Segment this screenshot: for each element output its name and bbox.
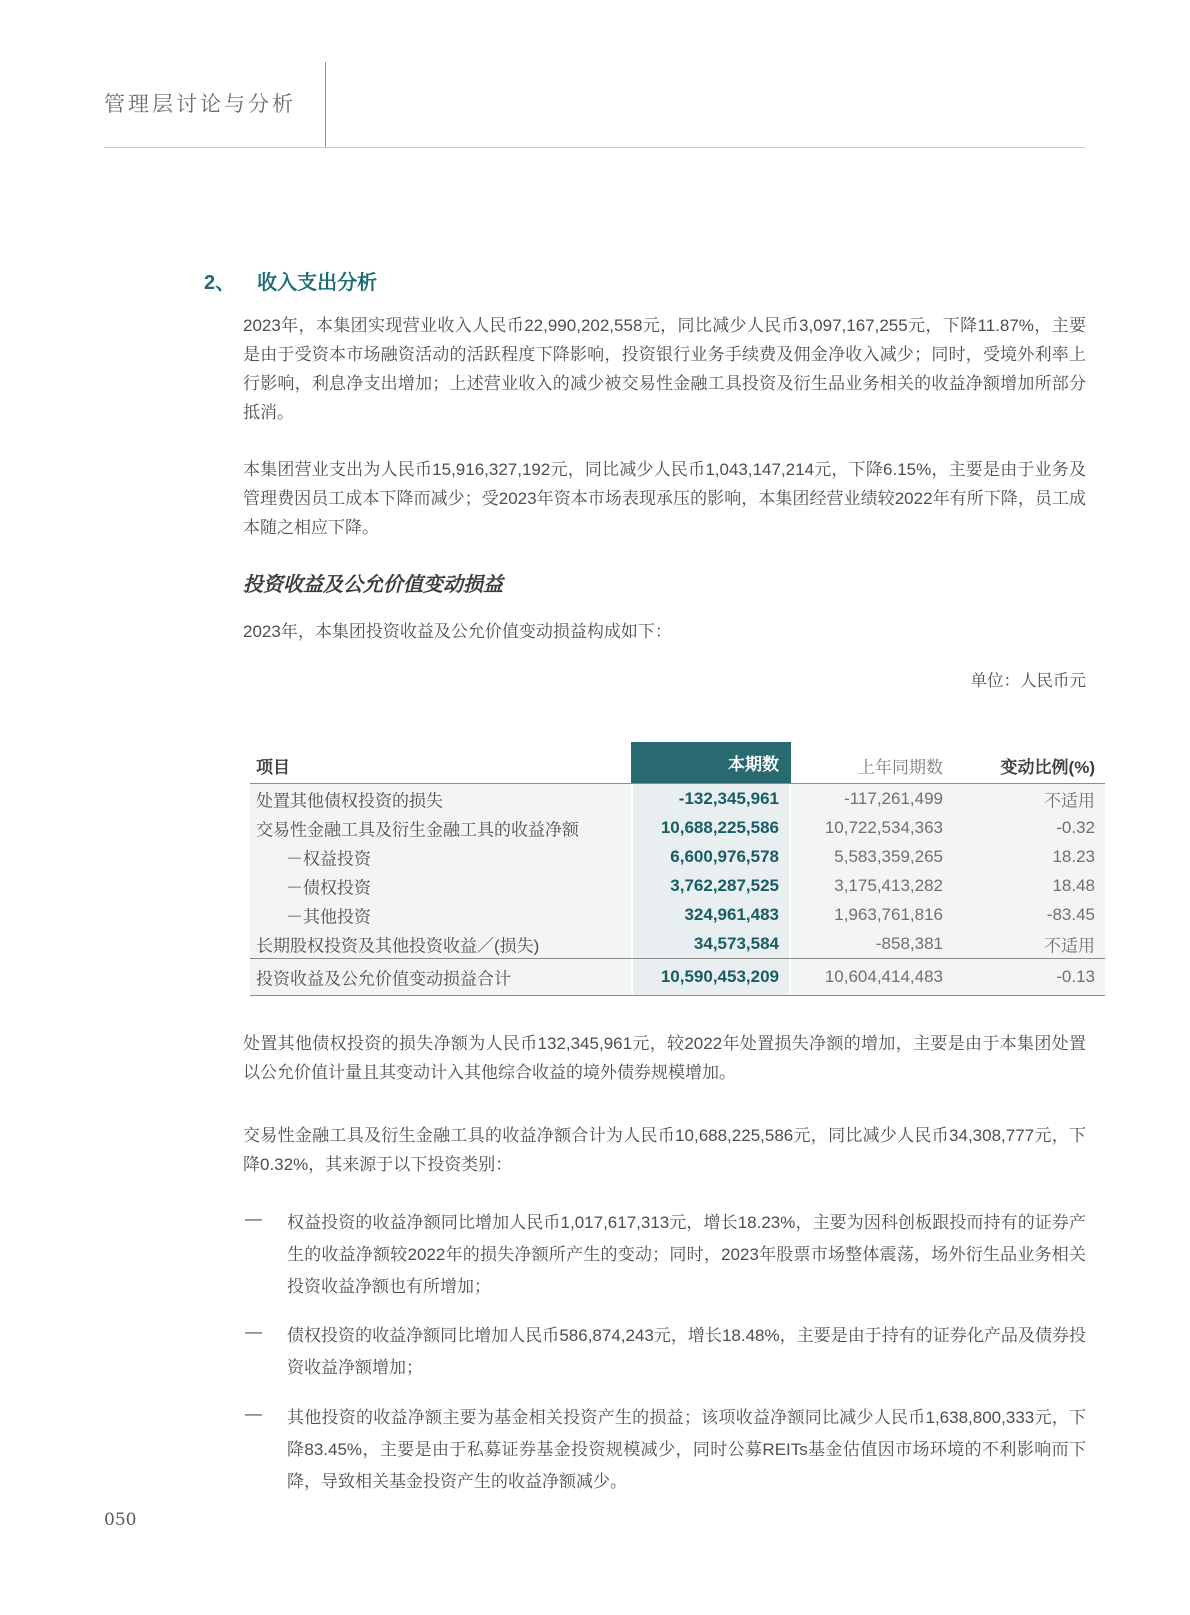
table-rule-top (250, 783, 1105, 784)
row-current-value: -132,345,961 (678, 788, 779, 808)
bullet-other-investment (245, 1402, 1086, 1498)
column-header-item: 项目 (256, 758, 290, 777)
column-header-prior-period: 上年同期数 (858, 758, 943, 777)
unit-label: 单位：人民币元 (970, 672, 1086, 690)
paragraph-disposal-loss: 处置其他债权投资的损失净额为人民币132,345,961元，较2022年处置损失净额的增加，主要是由于本集团处置以公允价值计量且其变动计入其他综合收益的境外债券规模增加。 (243, 1034, 1086, 1082)
bullet-equity-investment (245, 1207, 1086, 1303)
row-current-value: 3,762,287,525 (670, 875, 779, 895)
bullet-dash-icon: — (245, 1209, 262, 1228)
row-change-value: -83.45 (1046, 904, 1095, 924)
table-row (250, 871, 1105, 900)
table-header-row (250, 742, 1105, 783)
section-heading (204, 266, 377, 295)
table-rule-subtotal (250, 958, 1105, 959)
column-header-current-label: 本期数 (728, 755, 779, 774)
column-header-current-period (631, 742, 791, 783)
row-item-label: 处置其他债权投资的损失 (256, 791, 443, 810)
section-number: 2、 (204, 272, 236, 294)
row-change-value: 不适用 (1044, 791, 1095, 810)
row-prior-value: 3,175,413,282 (834, 875, 943, 895)
row-change-value: 18.48 (1052, 875, 1095, 895)
row-prior-value: -858,381 (875, 933, 943, 953)
row-current-value: 324,961,483 (684, 904, 779, 924)
table-row (250, 784, 1105, 813)
row-change-value: 18.23 (1052, 846, 1095, 866)
total-current-value: 10,590,453,209 (660, 967, 779, 986)
row-current-value: 34,573,584 (693, 933, 779, 953)
table-row (250, 813, 1105, 842)
bullet-debt-investment (245, 1320, 1086, 1384)
total-change-value: -0.13 (1056, 967, 1095, 986)
row-item-label: 交易性金融工具及衍生金融工具的收益净额 (256, 820, 579, 839)
table-rule-bottom (250, 995, 1105, 996)
bullet-text: 权益投资的收益净额同比增加人民币1,017,617,313元，增长18.23%，主要为因科创板跟投而持有的证券产生的收益净额较2022年的损失净额所产生的变动；同时，2023年股票市场整体震荡，场外衍生品业务相关投资收益净额也有所增加； (287, 1213, 1086, 1296)
row-item-label: 长期股权投资及其他投资收益／(损失) (256, 936, 540, 955)
section-title: 收入支出分析 (257, 272, 378, 294)
paragraph-trading-instruments: 交易性金融工具及衍生金融工具的收益净额合计为人民币10,688,225,586元，同比减少人民币34,308,777元，下降0.32%，其来源于以下投资类别： (243, 1126, 1086, 1174)
column-header-change-ratio: 变动比例(%) (1000, 758, 1095, 777)
row-item-label: －其他投资 (286, 907, 371, 926)
row-change-value: -0.32 (1056, 817, 1095, 837)
row-current-value: 10,688,225,586 (660, 817, 779, 837)
total-prior-value: 10,604,414,483 (824, 967, 943, 986)
table-row (250, 842, 1105, 871)
row-prior-value: 1,963,761,816 (834, 904, 943, 924)
table-row (250, 929, 1105, 958)
investment-income-table (250, 742, 1105, 996)
page-number: 050 (104, 1510, 137, 1530)
header-vertical-divider (325, 62, 326, 147)
subsection-title: 投资收益及公允价值变动损益 (243, 572, 503, 596)
paragraph-revenue: 2023年，本集团实现营业收入人民币22,990,202,558元，同比减少人民币3,097,167,255元，下降11.87%，主要是由于受资本市场融资活动的活跃程度下降影响，投资银行业务手续费及佣金净收入减少；同时，受境外利率上行影响，利息净支出增加；上述营业收入的减少被交易性金融工具投资及衍生品业务相关的收益净额增加所部分抵消。 (243, 316, 1086, 422)
row-item-label: －权益投资 (286, 849, 371, 868)
row-item-label: －债权投资 (286, 878, 371, 897)
table-body (250, 784, 1105, 995)
bullet-dash-icon: — (245, 1404, 262, 1423)
header-horizontal-divider (104, 147, 1085, 148)
paragraph-expense: 本集团营业支出为人民币15,916,327,192元，同比减少人民币1,043,147,214元，下降6.15%，主要是由于业务及管理费因员工成本下降而减少；受2023年资本市场表现承压的影响，本集团经营业绩较2022年有所下降，员工成本随之相应下降。 (243, 460, 1086, 537)
total-item-label: 投资收益及公允价值变动损益合计 (256, 969, 511, 989)
row-change-value: 不适用 (1044, 936, 1095, 955)
row-current-value: 6,600,976,578 (670, 846, 779, 866)
bullet-text: 其他投资的收益净额主要为基金相关投资产生的损益；该项收益净额同比减少人民币1,638,800,333元，下降83.45%，主要是由于私募证券基金投资规模减少，同时公募REITs基金估值因市场环境的不利影响而下降，导致相关基金投资产生的收益净额减少。 (287, 1408, 1086, 1491)
bullet-dash-icon: — (245, 1322, 262, 1341)
table-row (250, 900, 1105, 929)
subsection-intro: 2023年，本集团投资收益及公允价值变动损益构成如下： (243, 622, 672, 641)
row-prior-value: 10,722,534,363 (824, 817, 943, 837)
bullet-text: 债权投资的收益净额同比增加人民币586,874,243元，增长18.48%，主要是由于持有的证券化产品及债券投资收益净额增加； (287, 1326, 1086, 1377)
row-prior-value: 5,583,359,265 (834, 846, 943, 866)
table-total-row (250, 959, 1105, 995)
row-prior-value: -117,261,499 (844, 788, 943, 808)
chapter-title: 管理层讨论与分析 (104, 92, 296, 116)
